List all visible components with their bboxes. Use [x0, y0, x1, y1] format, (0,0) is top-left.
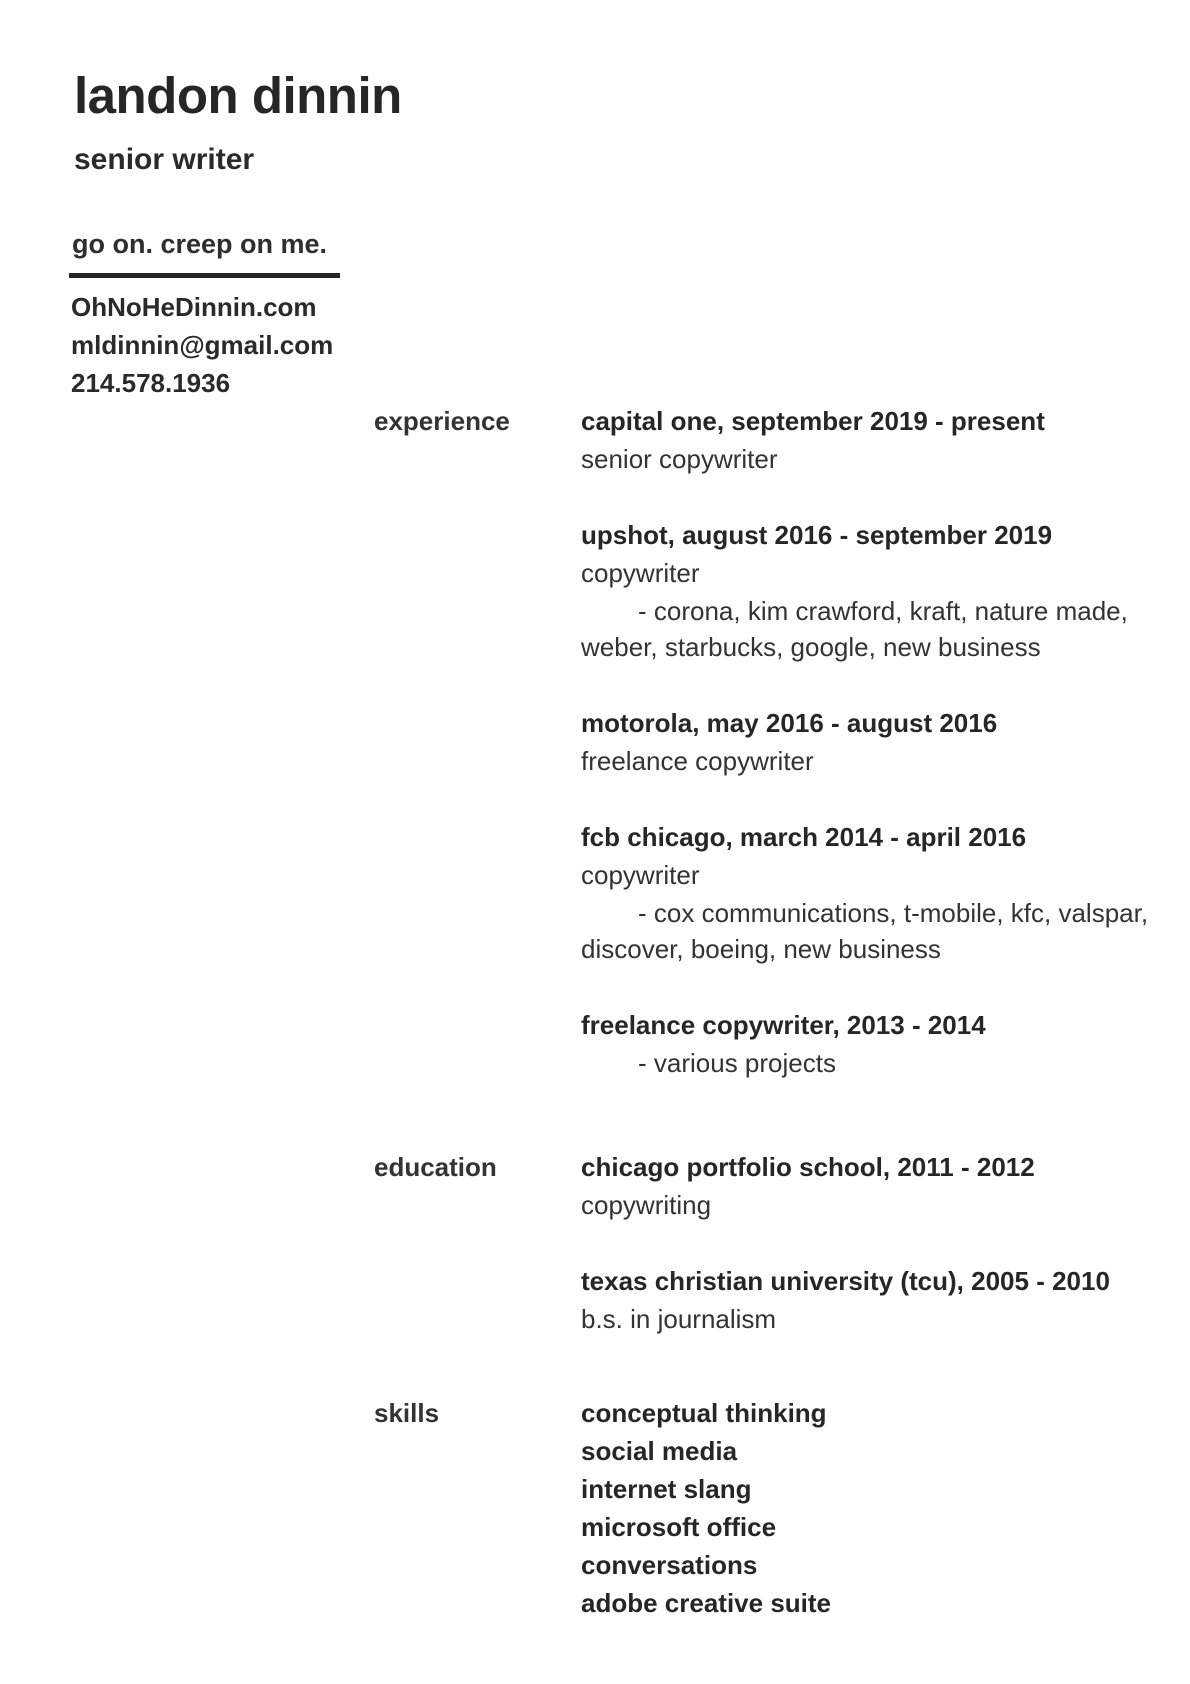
experience-entry-title: copywriter — [581, 860, 700, 890]
section-label-education: education — [374, 1152, 497, 1182]
experience-entry-head: upshot, august 2016 - september 2019 — [581, 520, 1053, 550]
experience-entry-title: freelance copywriter — [581, 746, 814, 776]
tagline-underline — [69, 273, 340, 278]
contact-phone[interactable]: 214.578.1936 — [71, 368, 231, 398]
tagline: go on. creep on me. — [72, 229, 328, 259]
education-entry-title: copywriting — [581, 1190, 712, 1220]
section-label-experience: experience — [374, 406, 510, 436]
experience-entry-head: capital one, september 2019 - present — [581, 406, 1045, 436]
skill-item: adobe creative suite — [581, 1588, 831, 1618]
experience-entry-detail: - various projects — [638, 1048, 836, 1078]
experience-entry-head: fcb chicago, march 2014 - april 2016 — [581, 822, 1027, 852]
education-entry-title: b.s. in journalism — [581, 1304, 777, 1334]
experience-entry-detail: - corona, kim crawford, kraft, nature made, — [638, 596, 1128, 626]
experience-entry-detail: weber, starbucks, google, new business — [581, 632, 1041, 662]
skill-item: conceptual thinking — [581, 1398, 827, 1428]
resume-role: senior writer — [74, 143, 255, 176]
experience-entry-head: freelance copywriter, 2013 - 2014 — [581, 1010, 986, 1040]
contact-website[interactable]: OhNoHeDinnin.com — [71, 292, 317, 322]
education-entry-head: texas christian university (tcu), 2005 - 2010 — [581, 1266, 1110, 1296]
experience-entry-detail: discover, boeing, new business — [581, 934, 941, 964]
contact-email[interactable]: mldinnin@gmail.com — [71, 330, 334, 360]
skill-item: conversations — [581, 1550, 758, 1580]
experience-entry-detail: - cox communications, t-mobile, kfc, valspar, — [638, 898, 1149, 928]
experience-entry-title: senior copywriter — [581, 444, 778, 474]
section-label-skills: skills — [374, 1398, 440, 1428]
education-entry-head: chicago portfolio school, 2011 - 2012 — [581, 1152, 1035, 1182]
skill-item: internet slang — [581, 1474, 752, 1504]
skill-item: microsoft office — [581, 1512, 777, 1542]
experience-entry-head: motorola, may 2016 - august 2016 — [581, 708, 998, 738]
skill-item: social media — [581, 1436, 738, 1466]
experience-entry-title: copywriter — [581, 558, 700, 588]
resume-name: landon dinnin — [74, 67, 402, 124]
